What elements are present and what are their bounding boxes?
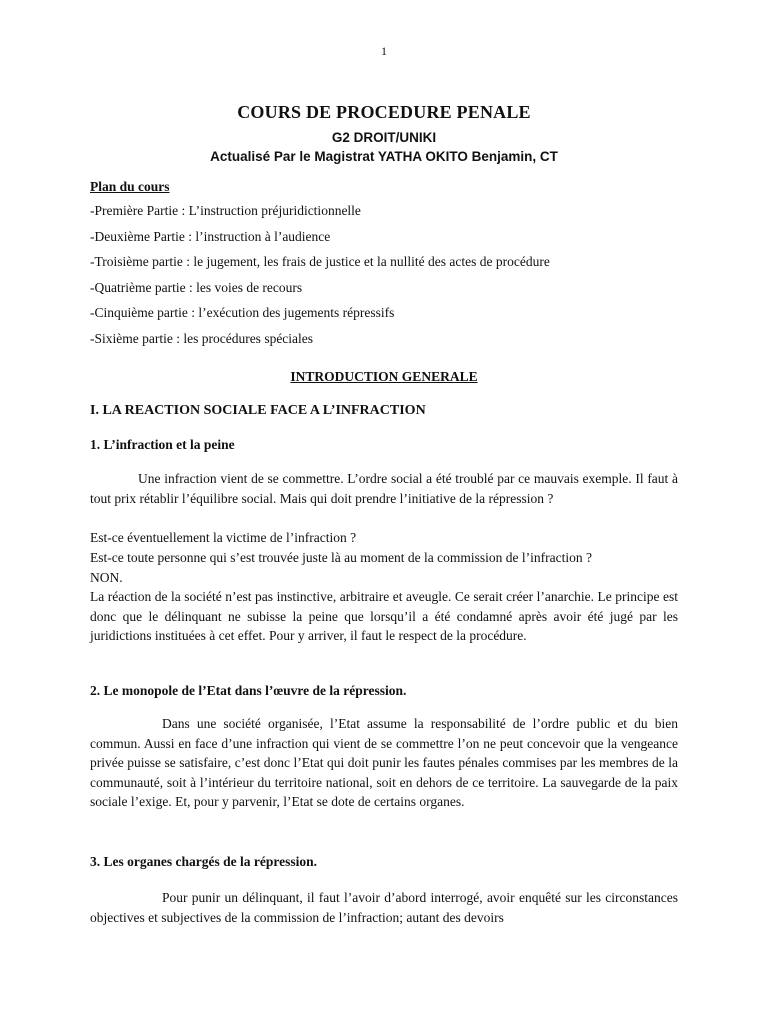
- subsection-heading-1: 1. L’infraction et la peine: [90, 437, 235, 452]
- paragraph: Pour punir un délinquant, il faut l’avoir d’abord interrogé, avoir enquêté sur les circonstances objectives et subjectives de la commission de l’infraction; autant des devoirs: [90, 890, 678, 925]
- answer-line: NON.: [90, 570, 123, 585]
- plan-item: -Troisième partie : le jugement, les frais de justice et la nullité des actes de procédure: [90, 254, 550, 270]
- course-subtitle: G2 DROIT/UNIKI: [331, 130, 437, 145]
- plan-item: -Cinquième partie : l’exécution des jugements répressifs: [90, 305, 395, 321]
- plan-item: -Deuxième Partie : l’instruction à l’audience: [90, 228, 331, 244]
- document-title: COURS DE PROCEDURE PENALE: [237, 102, 531, 122]
- section-heading: I. LA REACTION SOCIALE FACE A L’INFRACTION: [90, 403, 426, 418]
- page-number: 1: [381, 44, 387, 58]
- paragraph: Une infraction vient de se commettre. L’ordre social a été troublé par ce mauvais exemple. Il faut à tout prix rétablir l’équilibre social. Mais qui doit prendre l’initiative de la répression ?: [90, 471, 678, 506]
- paragraph: Dans une société organisée, l’Etat assume la responsabilité de l’ordre public et du bien commun. Aussi en face d’une infraction qui vient de se commettre l’on ne peut concevoir que la vengeance privée puisse se satisfaire, c’est donc l’Etat qui doit punir les fautes pénales commises par les membres de la communauté, soit à l’intérieur du territoire national, soit en dehors de ce territoire. La sauvegarde de la paix sociale l’exige. Et, pour y parvenir, l’Etat se dote de certains organes.: [90, 716, 678, 810]
- plan-item: -Première Partie : L’instruction préjuridictionnelle: [90, 203, 361, 218]
- question-line: Est-ce toute personne qui s’est trouvée juste là au moment de la commission de l’infraction ?: [90, 550, 592, 565]
- introduction-heading: INTRODUCTION GENERALE: [290, 369, 478, 384]
- paragraph: La réaction de la société n’est pas instinctive, arbitraire et aveugle. Ce serait créer l’anarchie. Le principe est donc que le délinquant ne subisse la peine que lorsqu’il a été condamné après avoir été jugé par les juridictions instituées à cet effet. Pour y arriver, il faut le respect de la procédure.: [90, 589, 678, 644]
- author-line: Actualisé Par le Magistrat YATHA OKITO Benjamin, CT: [210, 149, 558, 164]
- plan-item: -Sixième partie : les procédures spéciales: [90, 330, 314, 346]
- plan-list: [90, 202, 550, 356]
- subsection-heading-3: 3. Les organes chargés de la répression.: [90, 854, 317, 869]
- plan-item: -Quatrième partie : les voies de recours: [90, 279, 303, 295]
- question-line: Est-ce éventuellement la victime de l’infraction ?: [90, 530, 357, 545]
- subsection-heading-2: 2. Le monopole de l’Etat dans l’œuvre de la répression.: [90, 683, 407, 698]
- plan-heading: Plan du cours: [90, 179, 170, 194]
